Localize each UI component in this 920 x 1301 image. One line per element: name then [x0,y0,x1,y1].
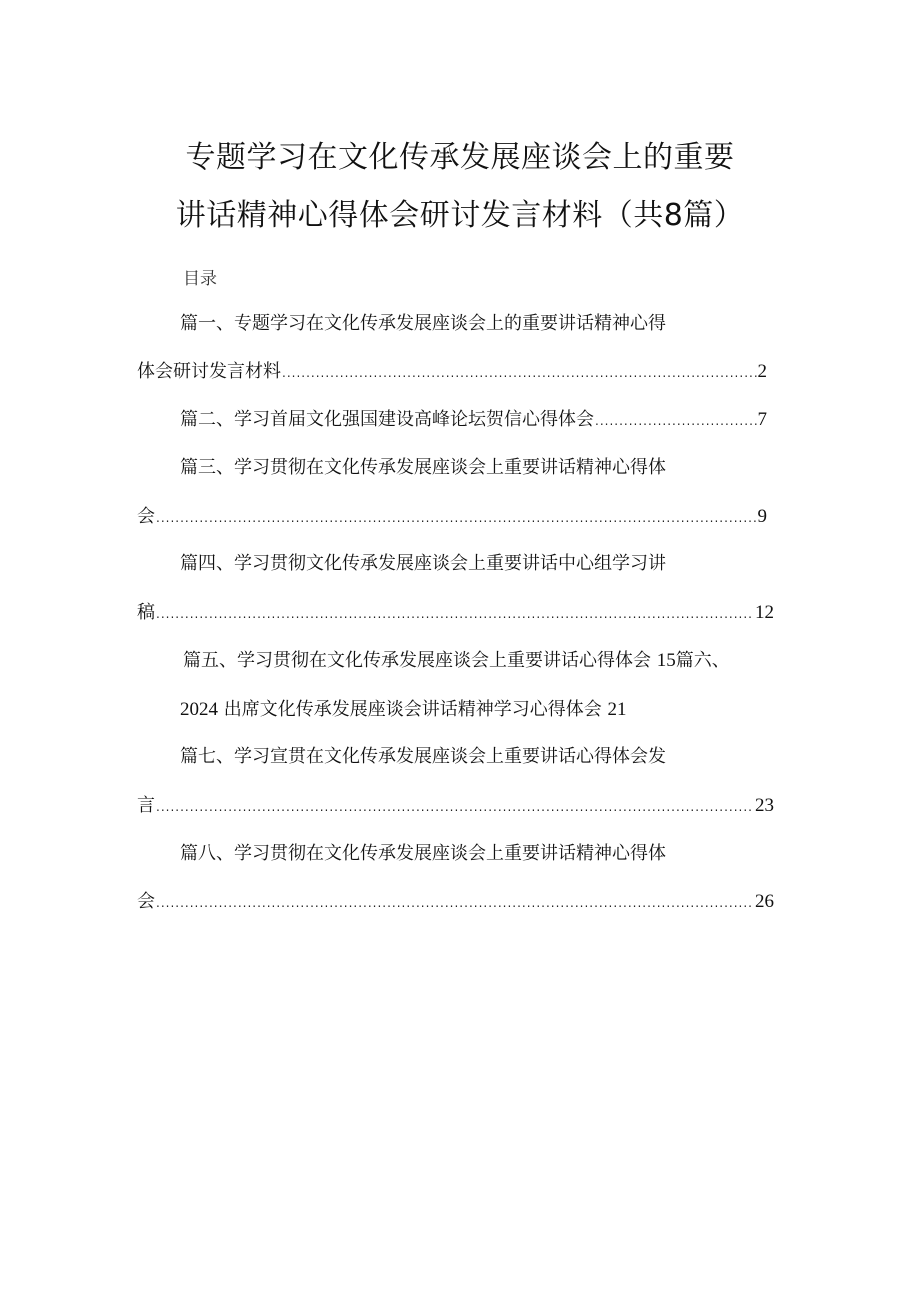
toc-entry-5-page: 15 [656,650,676,671]
toc-entry-1-label: 体会研讨发言材料 [137,361,281,382]
leader-dots [156,891,754,915]
toc-entry-5[interactable] [183,649,730,673]
leader-dots [156,506,757,530]
toc-entry-4-page: 12 [755,602,774,623]
toc-entry-3-label: 会 [137,506,155,527]
toc-entry-1-line1[interactable]: 篇一、专题学习在文化传承发展座谈会上的重要讲话精神心得 [180,313,666,334]
toc-entry-6-page: 21 [607,699,627,720]
toc-heading: 目录 [183,269,217,289]
toc-entry-7-label: 言 [137,795,155,816]
leader-dots [282,361,757,385]
toc-entry-6-prefix: 篇六、 [675,650,730,671]
leader-dots [595,409,757,433]
toc-entry-2[interactable] [180,408,767,433]
title-line-1: 专题学习在文化传承发展座谈会上的重要 [185,140,735,175]
toc-entry-8-line1[interactable]: 篇八、学习贯彻在文化传承发展座谈会上重要讲话精神心得体 [180,843,666,864]
toc-entry-8-label: 会 [137,891,155,912]
leader-dots [156,602,754,626]
toc-entry-8-page: 26 [755,891,774,912]
toc-entry-7-page: 23 [755,795,774,816]
toc-entry-1-page: 2 [757,361,767,382]
toc-entry-4-line1[interactable]: 篇四、学习贯彻文化传承发展座谈会上重要讲话中心组学习讲 [180,553,666,574]
toc-entry-3-line2[interactable] [137,505,767,530]
toc-entry-6-label: 出席文化传承发展座谈会讲话精神学习心得体会 [223,699,602,720]
toc-entry-3-line1[interactable]: 篇三、学习贯彻在文化传承发展座谈会上重要讲话精神心得体 [180,457,666,478]
toc-entry-7-line1[interactable]: 篇七、学习宣贯在文化传承发展座谈会上重要讲话心得体会发 [180,746,666,767]
leader-dots [156,795,754,819]
toc-entry-6[interactable] [180,698,626,722]
toc-entry-1-line2[interactable] [137,360,767,385]
toc-entry-2-label: 篇二、学习首届文化强国建设高峰论坛贺信心得体会 [180,409,594,430]
toc-entry-4-label: 稿 [137,602,155,623]
toc-entry-6-year: 2024 [180,699,218,720]
toc-entry-5-label: 篇五、学习贯彻在文化传承发展座谈会上重要讲话心得体会 [183,650,651,671]
toc-entry-4-line2[interactable] [137,601,774,626]
title-line-2: 讲话精神心得体会研讨发言材料（共8篇） [175,198,745,233]
toc-entry-7-line2[interactable] [137,794,774,819]
toc-entry-8-line2[interactable] [137,890,774,915]
toc-entry-2-page: 7 [757,409,767,430]
toc-entry-3-page: 9 [757,506,767,527]
